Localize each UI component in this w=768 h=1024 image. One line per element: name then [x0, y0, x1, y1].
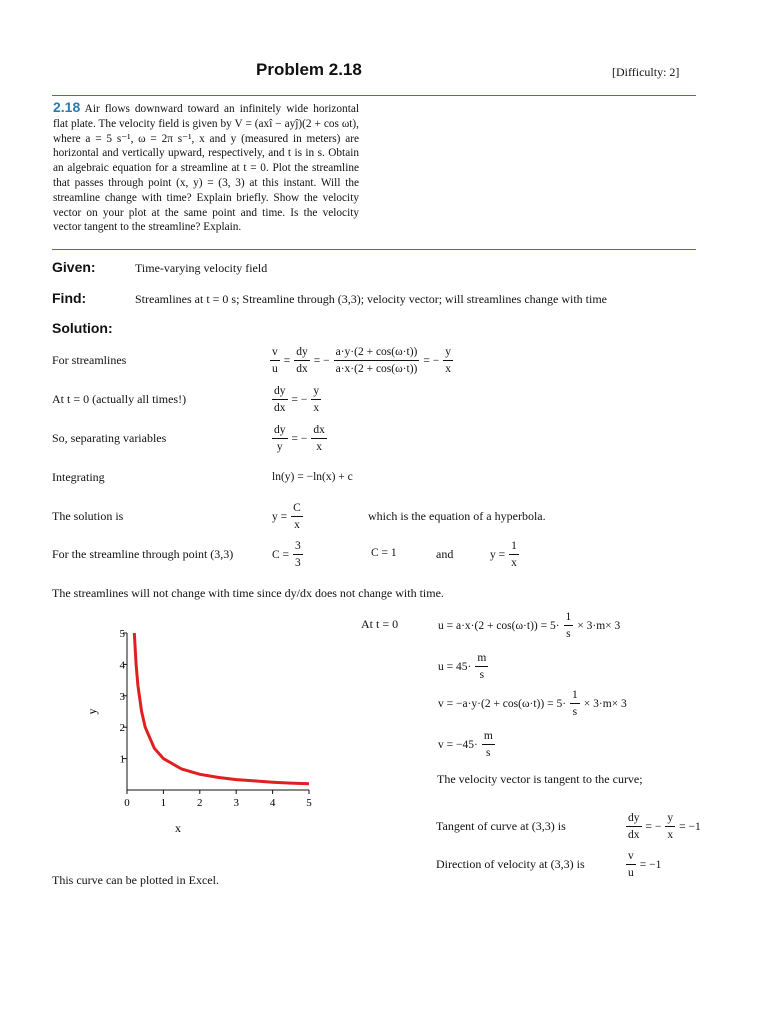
- top-divider: [52, 95, 696, 96]
- x-tick-label: 3: [233, 797, 239, 809]
- find-text: Streamlines at t = 0 s; Streamline through (3,3); velocity vector; will streamlines change with time: [135, 292, 607, 306]
- step-equation: $\frac{v}{u}$ = $\frac{dy}{dx}$ = − $\frac{a\cdot y\cdot(2 + \cos(\omega\cdot t))}{a\cdot x\cdot(2 + \cos(\omega\cdot t))}$ = − $\frac{y}{x}$: [272, 346, 451, 375]
- page-title: Problem 2.18: [256, 60, 362, 79]
- step-equation: ln(y) = −ln(x) + c: [272, 471, 353, 483]
- y-tick-label: 5: [119, 628, 125, 640]
- step-label: For the streamline through point (3,3): [52, 547, 234, 561]
- step-note: which is the equation of a hyperbola.: [368, 509, 546, 523]
- v-value: v = −45· $\frac{m}{s}$: [438, 730, 493, 759]
- y-tick-label: 3: [119, 690, 125, 703]
- streamline-curve: [134, 633, 309, 784]
- x-tick-label: 1: [160, 797, 167, 809]
- x-tick-label: 4: [269, 797, 276, 809]
- direction-equation: $\frac{v}{u}$ = −1: [628, 850, 662, 879]
- streamline-chart: [82, 625, 332, 840]
- step-label: At t = 0 (actually all times!): [52, 392, 187, 406]
- and-label: and: [436, 547, 454, 561]
- step-label: So, separating variables: [52, 431, 167, 445]
- y-tick-label: 1: [119, 753, 125, 766]
- problem-statement: [53, 100, 359, 235]
- problem-number: 2.18: [53, 99, 81, 115]
- v-equation: v = −a·y·(2 + cos(ω·t)) = 5· $\frac{1}{s}$ × 3·m× 3: [438, 689, 627, 718]
- y-tick-label: 4: [119, 659, 125, 672]
- chart-axes: [127, 633, 309, 790]
- step-equation: y = $\frac{C}{x}$: [272, 502, 301, 531]
- direction-label: Direction of velocity at (3,3) is: [436, 857, 585, 871]
- bottom-divider: [52, 249, 696, 250]
- excel-note: This curve can be plotted in Excel.: [52, 873, 219, 887]
- difficulty-label: [Difficulty: 2]: [612, 65, 680, 79]
- x-tick-label: 2: [197, 797, 203, 809]
- step-equation: $\frac{dy}{dx}$ = − $\frac{y}{x}$: [274, 385, 320, 414]
- tangent-equation: $\frac{dy}{dx}$ = − $\frac{y}{x}$ = −1: [628, 812, 701, 841]
- step-label: For streamlines: [52, 353, 127, 367]
- step-equation: $\frac{dy}{y}$ = − $\frac{dx}{x}$: [274, 424, 325, 453]
- given-label: Given:: [52, 259, 96, 275]
- tangent-label: Tangent of curve at (3,3) is: [436, 819, 566, 833]
- x-tick-label: 0: [124, 797, 130, 809]
- x-tick-label: 5: [306, 797, 312, 809]
- solution-label: Solution:: [52, 320, 113, 336]
- step-label: Integrating: [52, 470, 105, 484]
- x-axis-label: x: [175, 821, 181, 835]
- problem-text: Air flows downward toward an infinitely wide horizontal flat plate. The velocity field is given by V = (axî − ayĵ)(2 + cos ωt), where a = 5 s⁻¹, ω = 2π s⁻¹, x and y (measured in meters) are horizontal and vertically upward, respectively, and t is in s. Obtain an algebraic equation for a streamline at t = 0. Plot the streamline that passes through point (x, y) = (3, 3) at this instant. Will the streamline change with time? Explain briefly. Show the velocity vector on your plot at the same point and time. Is the velocity vector tangent to the streamline? Explain.: [53, 103, 360, 234]
- tangent-note: The velocity vector is tangent to the curve;: [437, 772, 643, 786]
- step-equation-2: C = 1: [371, 547, 397, 559]
- y-axis-label: y: [85, 708, 99, 715]
- u-equation: u = a·x·(2 + cos(ω·t)) = 5· $\frac{1}{s}$ × 3·m× 3: [438, 611, 621, 640]
- y-tick-label: 2: [119, 722, 125, 735]
- find-label: Find:: [52, 290, 87, 306]
- given-text: Time-varying velocity field: [135, 261, 268, 275]
- step-equation: C = $\frac{3}{3}$: [272, 540, 301, 569]
- at-t0-label: At t = 0: [361, 617, 399, 631]
- step-equation-3: y = $\frac{1}{x}$: [490, 540, 517, 569]
- step-label: The solution is: [52, 509, 124, 523]
- u-value: u = 45· $\frac{m}{s}$: [438, 652, 487, 681]
- conclusion-text: The streamlines will not change with time since dy/dx does not change with time.: [52, 586, 444, 600]
